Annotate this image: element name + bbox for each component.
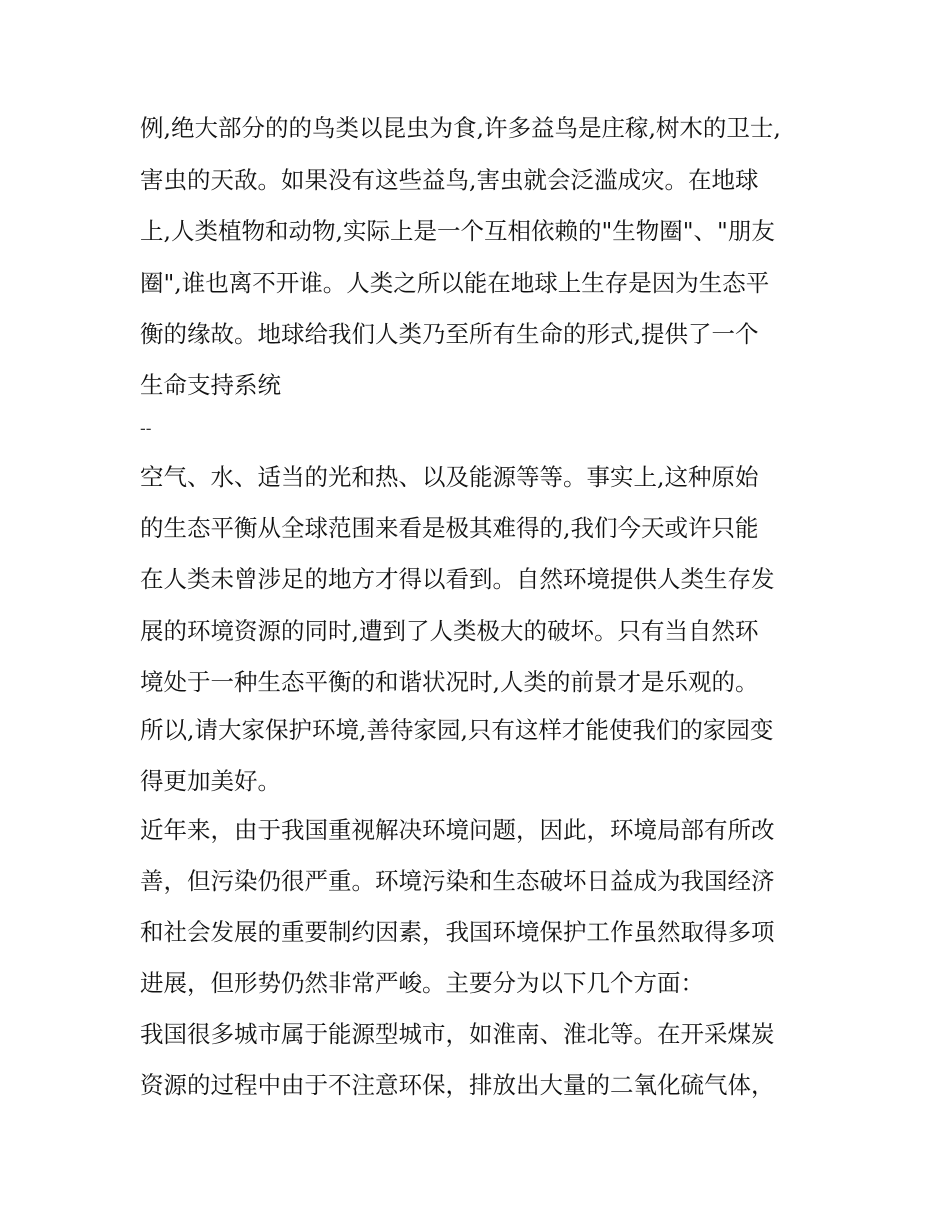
text-line: 衡的缘故。地球给我们人类乃至所有生命的形式,提供了一个 <box>140 320 759 348</box>
text-line: 我国很多城市属于能源型城市，如淮南、淮北等。在开采煤炭 <box>140 1020 775 1048</box>
text-line: 进展，但形势仍然非常严峻。主要分为以下几个方面： <box>140 969 704 997</box>
text-line: 害虫的天敌。如果没有这些益鸟,害虫就会泛滥成灾。在地球 <box>140 166 759 194</box>
text-line: 例,绝大部分的的鸟类以昆虫为食,许多益鸟是庄稼,树木的卫士, <box>140 114 781 142</box>
text-line: 善，但污染仍很严重。环境污染和生态破坏日益成为我国经济 <box>140 867 775 895</box>
text-line: 在人类未曾涉足的地方才得以看到。自然环境提供人类生存发 <box>140 565 775 593</box>
text-line: 和社会发展的重要制约因素，我国环境保护工作虽然取得多项 <box>140 918 775 946</box>
text-line: 生命支持系统 <box>140 371 281 399</box>
text-line: 圈",谁也离不开谁。人类之所以能在地球上生存是因为生态平 <box>140 269 770 297</box>
section-separator: -- <box>140 419 152 439</box>
text-line: 得更加美好。 <box>140 767 281 795</box>
text-line: 近年来，由于我国重视解决环境问题，因此，环境局部有所改 <box>140 816 775 844</box>
text-line: 所以,请大家保护环境,善待家园,只有这样才能使我们的家园变 <box>140 716 774 744</box>
text-line: 境处于一种生态平衡的和谐状况时,人类的前景才是乐观的。 <box>140 668 759 696</box>
text-line: 的生态平衡从全球范围来看是极其难得的,我们今天或许只能 <box>140 514 759 542</box>
text-line: 展的环境资源的同时,遭到了人类极大的破坏。只有当自然环 <box>140 617 759 645</box>
text-line: 资源的过程中由于不注意环保，排放出大量的二氧化硫气体， <box>140 1071 775 1099</box>
text-line: 上,人类植物和动物,实际上是一个互相依赖的"生物圈"、"朋友 <box>140 217 775 245</box>
text-line: 空气、水、适当的光和热、以及能源等等。事实上,这种原始 <box>140 463 759 491</box>
